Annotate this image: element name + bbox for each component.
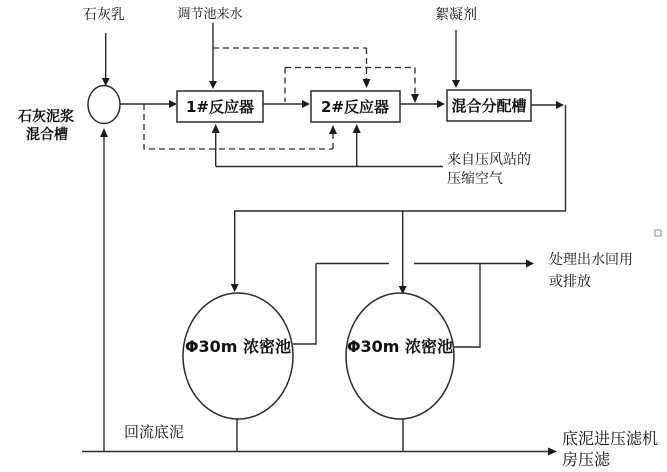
lime-slurry-tank-label-line1: 石灰泥浆	[18, 109, 74, 125]
stray-square-artifact	[655, 230, 661, 236]
thickener1-label: Φ30m 浓密池	[184, 337, 292, 356]
arrow-right-icon	[437, 100, 445, 108]
arrow-right-icon	[526, 260, 534, 268]
thickener2-overflow-line	[453, 264, 480, 348]
arrow-down-icon	[411, 94, 419, 103]
treated-effluent-label-line1: 处理出水回用	[549, 252, 633, 268]
arrow-up-icon	[329, 125, 337, 134]
lime-milk-label: 石灰乳	[83, 7, 125, 23]
thickener2-label: Φ30m 浓密池	[346, 337, 454, 356]
compressed-air-label-line2: 压缩空气	[447, 171, 503, 187]
lime-slurry-tank-label-line2: 混合槽	[26, 127, 68, 143]
influent-label: 调节池来水	[177, 7, 243, 22]
reactor2-label: 2#反应器	[320, 98, 390, 116]
filter-press-label-line2: 房压滤	[562, 450, 611, 469]
arrow-down-icon	[363, 79, 371, 88]
reactor1-label: 1#反应器	[185, 98, 255, 116]
lime-slurry-tank-symbol	[88, 86, 120, 124]
filter-press-label-line1: 底泥进压滤机	[562, 429, 659, 448]
arrow-right-icon	[169, 100, 177, 108]
arrow-right-icon	[302, 100, 310, 108]
recycled-sludge-label: 回流底泥	[124, 423, 185, 441]
thickener1-overflow-line	[293, 264, 316, 345]
arrow-up-icon	[212, 124, 220, 133]
flocculant-label: 絮凝剂	[435, 7, 477, 23]
arrow-right-icon	[556, 101, 564, 109]
flow-lines	[82, 23, 566, 456]
arrow-down-icon	[231, 284, 239, 292]
arrow-up-icon	[353, 124, 361, 133]
labels	[18, 6, 658, 469]
arrow-right-icon	[548, 448, 557, 456]
thickener2-circle	[346, 293, 454, 419]
compressed-air-label-line1: 来自压风站的	[447, 152, 531, 168]
arrow-down-icon	[209, 81, 217, 89]
treated-effluent-label-line2: 或排放	[549, 274, 591, 290]
distribution-tank-label: 混合分配槽	[451, 97, 527, 115]
arrow-down-icon	[452, 80, 460, 88]
arrow-up-icon	[100, 128, 108, 137]
thickener1-circle	[183, 293, 293, 419]
